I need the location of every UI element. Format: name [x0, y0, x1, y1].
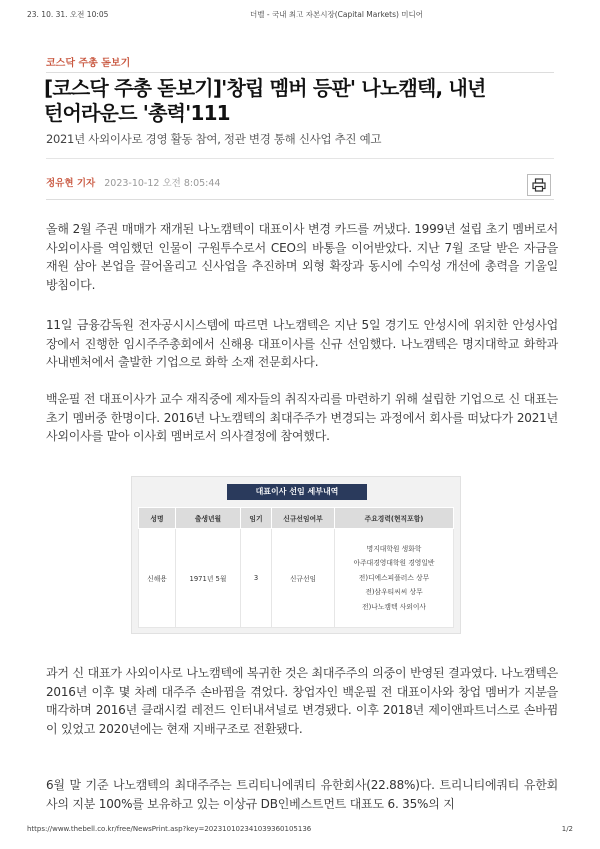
cell-name: 신해용	[139, 529, 176, 628]
table-row	[139, 529, 454, 628]
divider	[46, 158, 554, 159]
column-header: 신규선임여부	[272, 508, 335, 529]
document-title: 더벨 - 국내 최고 자본시장(Capital Markets) 미디어	[250, 10, 424, 19]
career-item: 전)디에스피플러스 상무	[358, 573, 430, 582]
subtitle: 2021년 사외이사로 경영 활동 참여, 정관 변경 통해 신사업 추진 예고	[46, 132, 382, 146]
cell-career	[335, 529, 454, 628]
article-paragraph: 백운필 전 대표이사가 교수 재직중에 제자들의 취직자리를 마련하기 위해 설립한 기업으로 신 대표는 초기 멤버중 한명이다. 2016년 나노캠텍의 최대주주가 변경되는 과정에서 회사를 떠났다가 2021년 사외이사를 맡아 이사회 멤버로서 의사결정에 참여했다.	[46, 392, 558, 443]
headline-line-2: 턴어라운드 '총력'111	[44, 101, 230, 125]
ceo-appointment-figure	[131, 476, 461, 634]
byline	[46, 175, 220, 189]
print-header	[0, 0, 600, 24]
appointment-table	[138, 507, 454, 628]
cell-birth: 1971년 5월	[176, 529, 241, 628]
article-paragraph: 올해 2월 주권 매매가 재개된 나노캠텍이 대표이사 변경 카드를 꺼냈다. 1999년 설립 초기 멤버로서 사외이사를 역임했던 인물이 구원투수로서 CEO의 바통을 이어받았다. 지난 7월 조달 받은 자금을 재원 삼아 본업을 끌어올리고 신사업을 추진하며 외형 확장과 동시에 수익성 개선에 총력을 기울일 방침이다.	[46, 222, 558, 292]
page-url: https://www.thebell.co.kr/free/NewsPrint.asp?key=202310102341039360105136	[27, 825, 312, 833]
career-item: 명지대학원 생화학	[366, 544, 422, 553]
publish-time: 2023-10-12 오전 8:05:44	[104, 178, 221, 189]
figure-title: 대표이사 선임 세부내역	[227, 484, 367, 500]
page-number: 1/2	[561, 825, 573, 833]
print-date: 23. 10. 31. 오전 10:05	[27, 10, 109, 19]
article-paragraph: 과거 신 대표가 사외이사로 나노캠텍에 복귀한 것은 최대주주의 의중이 반영된 결과였다. 나노캠텍은 2016년 이후 몇 차례 대주주 손바뀜을 겪었다. 창업자인 백운필 전 대표이사와 창업 멤버가 지분을 매각하며 2016년 클래시컬 레전드 인터내셔널로 변경됐다. 이후 2018년 제이앤파트너스로 손바뀜이 있었고 2020년에는 현재 지배구조로 전환됐다.	[46, 666, 558, 736]
cell-term: 3	[241, 529, 272, 628]
column-header: 주요경력(현직포함)	[335, 508, 454, 529]
print-footer	[0, 822, 600, 842]
column-header: 성명	[139, 508, 176, 529]
column-header: 임기	[241, 508, 272, 529]
category-link[interactable]: 코스닥 주총 돋보기	[46, 58, 131, 69]
career-item: 전)나노캠텍 사외이사	[362, 602, 426, 611]
print-button[interactable]	[527, 174, 551, 196]
career-item: 전)삼우티씨씨 상무	[365, 588, 423, 597]
printer-icon	[532, 178, 546, 192]
career-item: 아주대경영대학원 경영일반	[353, 559, 435, 568]
article-paragraph: 11일 금융감독원 전자공시시스템에 따르면 나노캠텍은 지난 5일 경기도 안성시에 위치한 안성사업장에서 진행한 임시주주총회에서 신해용 대표이사를 신규 선임했다. 나노캠텍은 명지대학교 화학과 사내벤처에서 출발한 기업으로 화학 소재 전문회사다.	[46, 318, 558, 369]
article-paragraph: 6월 말 기준 나노캠텍의 최대주주는 트리티니에쿼티 유한회사(22.88%)다. 트리니티에쿼티 유한회사의 지분 100%를 보유하고 있는 이상규 DB인베스트먼트 대표도 6. 35%의 지	[46, 778, 558, 811]
author-link[interactable]: 정유현 기자	[46, 178, 96, 189]
divider	[46, 199, 554, 200]
headline-line-1: [코스닥 주총 돋보기]'창립 멤버 등판' 나노캠텍, 내년	[44, 76, 486, 100]
column-header: 출생년월	[176, 508, 241, 529]
headline	[44, 76, 564, 126]
divider	[46, 72, 554, 73]
table-header-row	[139, 508, 454, 529]
cell-new-appointment: 신규선임	[272, 529, 335, 628]
